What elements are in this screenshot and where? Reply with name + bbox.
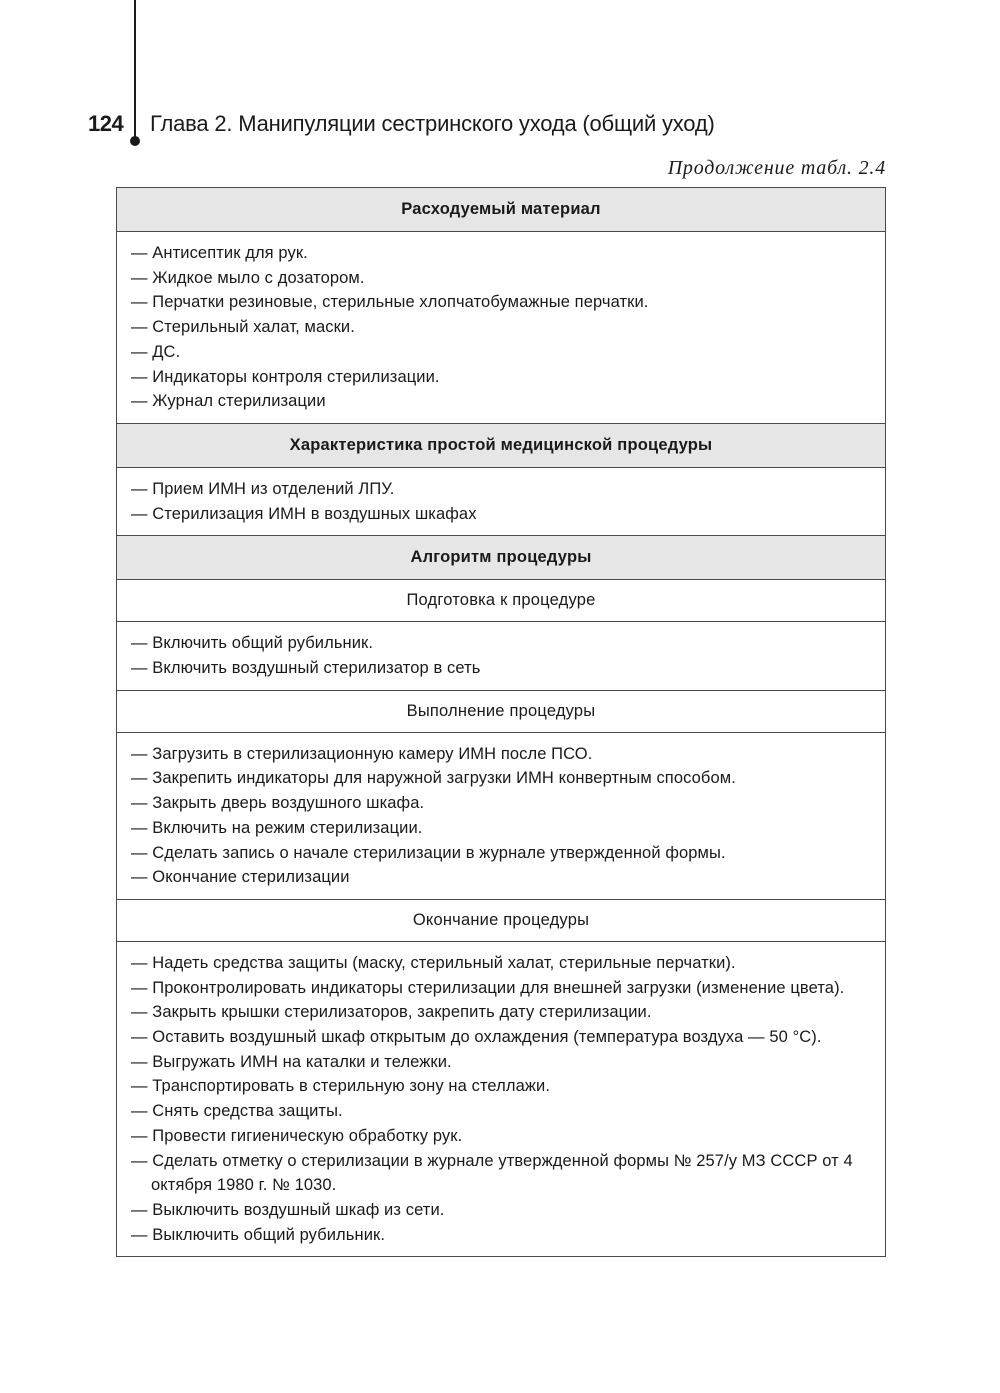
consumables-list bbox=[117, 232, 885, 424]
list-item: — Проконтролировать индикаторы стерилизации для внешней загрузки (изменение цвета). bbox=[131, 978, 845, 997]
list-item: — Журнал стерилизации bbox=[131, 392, 326, 411]
characteristics-list bbox=[117, 468, 885, 536]
list-item: — Снять средства защиты. bbox=[131, 1102, 343, 1121]
preparation-subheader: Подготовка к процедуре bbox=[117, 580, 885, 622]
list-item: — Загрузить в стерилизационную камеру ИМН после ПСО. bbox=[131, 744, 593, 763]
list-item: — Включить воздушный стерилизатор в сеть bbox=[131, 659, 481, 678]
list-item: — Сделать отметку о стерилизации в журнале утвержденной формы № 257/у МЗ СССР от 4 октября 1980 г. № 1030. bbox=[131, 1151, 853, 1195]
list-item: — Сделать запись о начале стерилизации в журнале утвержденной формы. bbox=[131, 843, 726, 862]
list-item: — Окончание стерилизации bbox=[131, 868, 350, 887]
page-number: 124 bbox=[88, 111, 124, 136]
list-item: — Антисептик для рук. bbox=[131, 244, 308, 262]
list-item: — Перчатки резиновые, стерильные хлопчатобумажные перчатки. bbox=[131, 293, 649, 312]
list-item: — Индикаторы контроля стерилизации. bbox=[131, 367, 440, 386]
list-item: — Прием ИМН из отделений ЛПУ. bbox=[131, 479, 395, 498]
algorithm-header: Алгоритм процедуры bbox=[117, 536, 885, 580]
list-item: — Закрыть дверь воздушного шкафа. bbox=[131, 794, 425, 813]
list-item: — Выключить воздушный шкаф из сети. bbox=[131, 1200, 445, 1219]
list-item: — Жидкое мыло с дозатором. bbox=[131, 268, 365, 287]
list-item: — Надеть средства защиты (маску, стерильный халат, стерильные перчатки). bbox=[131, 953, 736, 972]
procedure-table bbox=[116, 187, 886, 1257]
execution-list bbox=[117, 733, 885, 900]
characteristics-header: Характеристика простой медицинской процедуры bbox=[117, 424, 885, 468]
list-item: — Закрыть крышки стерилизаторов, закрепить дату стерилизации. bbox=[131, 1003, 652, 1022]
list-item: — ДС. bbox=[131, 342, 181, 361]
list-item: — Стерилизация ИМН в воздушных шкафах bbox=[131, 504, 477, 523]
list-item: — Выгружать ИМН на каталки и тележки. bbox=[131, 1052, 452, 1071]
completion-list bbox=[117, 942, 885, 1256]
chapter-title: Глава 2. Манипуляции сестринского ухода (общий уход) bbox=[150, 111, 715, 136]
list-item: — Выключить общий рубильник. bbox=[131, 1225, 386, 1244]
table-continuation-label: Продолжение табл. 2.4 bbox=[667, 157, 886, 179]
margin-rule-dot bbox=[130, 136, 140, 146]
list-item: — Провести гигиеническую обработку рук. bbox=[131, 1126, 463, 1145]
execution-subheader: Выполнение процедуры bbox=[117, 691, 885, 733]
list-item: — Включить общий рубильник. bbox=[131, 634, 374, 653]
list-item: — Закрепить индикаторы для наружной загрузки ИМН конвертным способом. bbox=[131, 769, 736, 788]
list-item: — Оставить воздушный шкаф открытым до охлаждения (температура воздуха — 50 °С). bbox=[131, 1028, 822, 1047]
preparation-list bbox=[117, 622, 885, 690]
completion-subheader: Окончание процедуры bbox=[117, 900, 885, 942]
list-item: — Транспортировать в стерильную зону на стеллажи. bbox=[131, 1077, 551, 1096]
margin-rule bbox=[134, 0, 136, 140]
list-item: — Стерильный халат, маски. bbox=[131, 318, 355, 337]
list-item: — Включить на режим стерилизации. bbox=[131, 818, 423, 837]
consumables-header: Расходуемый материал bbox=[117, 188, 885, 232]
